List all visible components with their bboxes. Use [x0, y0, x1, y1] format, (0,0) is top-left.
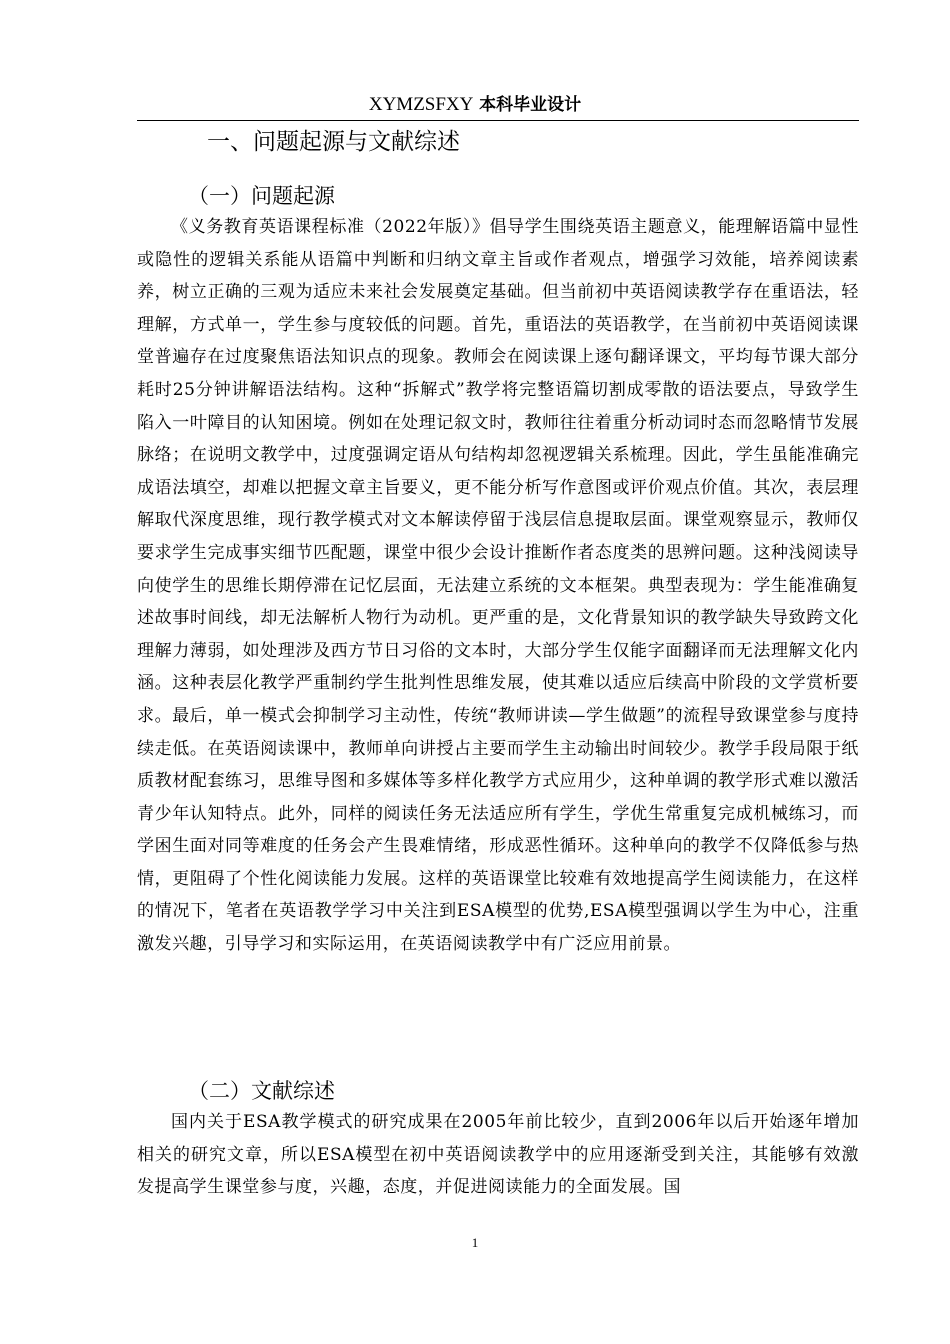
page-number: 1: [471, 1235, 479, 1250]
header-title: 本科毕业设计: [479, 95, 582, 115]
subsection-heading-origin: （一）问题起源: [188, 184, 335, 208]
header-rule: [137, 120, 859, 121]
page-header: [0, 92, 950, 118]
paragraph-review: 国内关于ESA教学模式的研究成果在2005年前比较少，直到2006年以后开始逐年增加相关的研究文章，所以ESA模型在初中英语阅读教学中的应用逐渐受到关注，其能够有效激发提高学生课堂参与度，兴趣，态度，并促进阅读能力的全面发展。国: [137, 1112, 859, 1198]
header-latin: XYMZSFXY: [368, 94, 474, 115]
paragraph-origin: 《义务教育英语课程标准（2022年版）》倡导学生围绕英语主题意义，能理解语篇中显性或隐性的逻辑关系能从语篇中判断和归纳文章主旨或作者观点，增强学习效能，培养阅读素养，树立正确的三观为适应未来社会发展奠定基础。但当前初中英语阅读教学存在重语法，轻理解，方式单一，学生参与度较低的问题。首先，重语法的英语教学，在当前初中英语阅读课堂普遍存在过度聚焦语法知识点的现象。教师会在阅读课上逐句翻译课文，平均每节课大部分耗时25分钟讲解语法结构。这种“拆解式”教学将完整语篇切割成零散的语法要点，导致学生陷入一叶障目的认知困境。例如在处理记叙文时，教师往往着重分析动词时态而忽略情节发展脉络；在说明文教学中，过度强调定语从句结构却忽视逻辑关系梳理。因此，学生虽能准确完成语法填空，却难以把握文章主旨要义，更不能分析写作意图或评价观点价值。其次，表层理解取代深度思维，现行教学模式对文本解读停留于浅层信息提取层面。课堂观察显示，教师仅要求学生完成事实细节匹配题，课堂中很少会设计推断作者态度类的思辨问题。这种浅阅读导向使学生的思维长期停滞在记忆层面，无法建立系统的文本框架。典型表现为：学生能准确复述故事时间线，却无法解析人物行为动机。更严重的是，文化背景知识的教学缺失导致跨文化理解力薄弱，如处理涉及西方节日习俗的文本时，大部分学生仅能字面翻译而无法理解文化内涵。这种表层化教学严重制约学生批判性思维发展，使其难以适应后续高中阶段的文学赏析要求。最后，单一模式会抑制学习主动性，传统“教师讲读—学生做题”的流程导致课堂参与度持续走低。在英语阅读课中，教师单向讲授占主要而学生主动输出时间较少。教学手段局限于纸质教材配套练习，思维导图和多媒体等多样化教学方式应用少，这种单调的教学形式难以激活青少年认知特点。此外，同样的阅读任务无法适应所有学生，学优生常重复完成机械练习，而学困生面对同等难度的任务会产生畏难情绪，形成恶性循环。这种单向的教学不仅降低参与热情，更阻碍了个性化阅读能力发展。这样的英语课堂比较难有效地提高学生阅读能力，在这样的情况下，笔者在英语教学学习中关注到ESA模型的优势,ESA模型强调以学生为中心，注重激发兴趣，引导学习和实际运用，在英语阅读教学中有广泛应用前景。: [137, 217, 859, 955]
subsection-heading-review: （二）文献综述: [188, 1079, 335, 1103]
section-heading: 一、问题起源与文献综述: [207, 129, 460, 155]
